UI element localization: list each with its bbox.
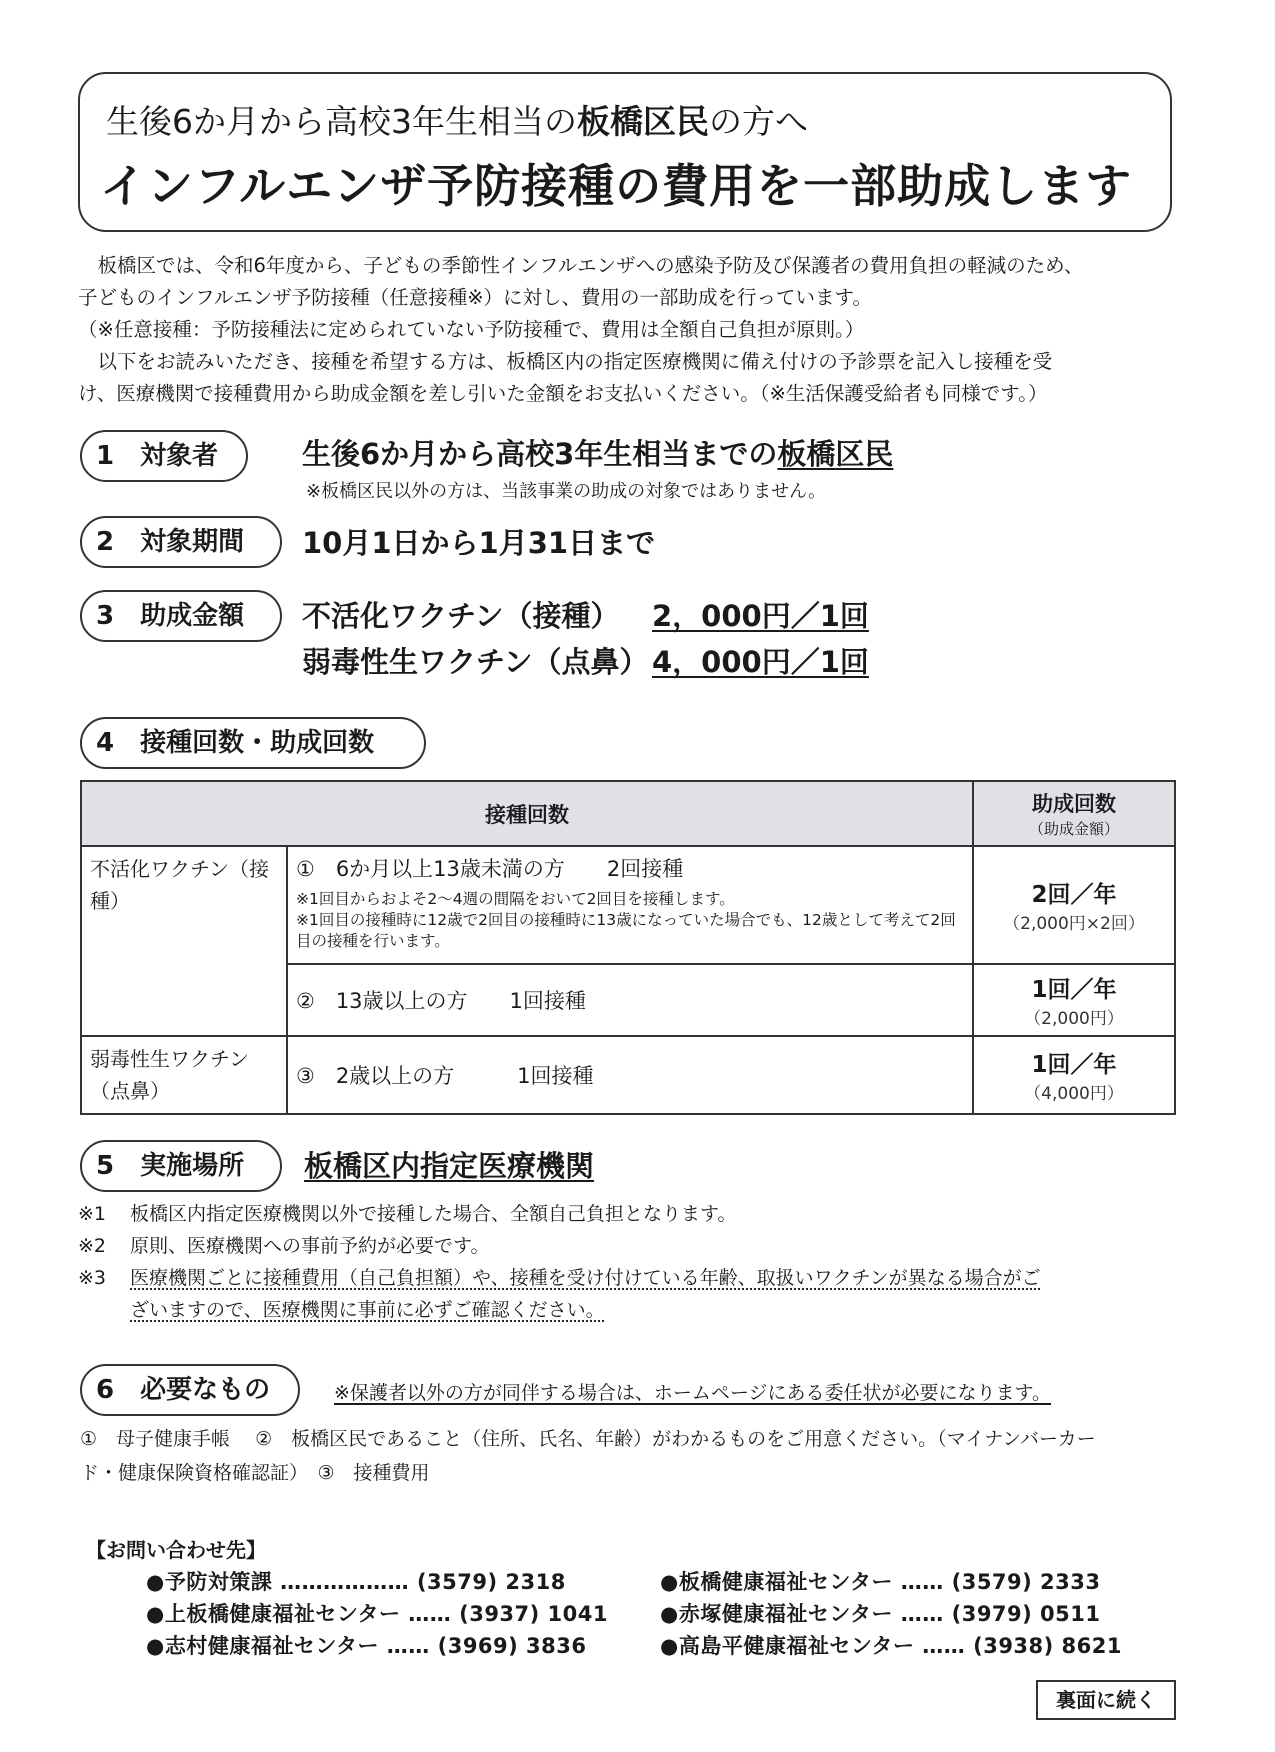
footnote: ※1 板橋区内指定医療機関以外で接種した場合、全額自己負担となります。 xyxy=(78,1203,737,1225)
section-3-label: 3 助成金額 xyxy=(80,590,282,642)
section-2-text: 10月1日から1月31日まで xyxy=(302,526,656,560)
row2-subsidy xyxy=(973,964,1175,1036)
row1-notes xyxy=(296,889,964,952)
table-row xyxy=(287,1036,973,1114)
section-6-line: ① 母子健康手帳 ② 板橋区民であること（住所、氏名、年齢）がわかるものをご用意ください。（マイナンバーカー xyxy=(80,1428,1096,1450)
subsidy-row2-amount: 4，000円／1回 xyxy=(652,645,869,679)
table-group-live: 弱毒性生ワクチン（点鼻） xyxy=(81,1036,287,1114)
row1-main: ① 6か月以上13歳未満の方 2回接種 xyxy=(296,857,684,881)
page-title: インフルエンザ予防接種の費用を一部助成します xyxy=(100,159,1133,213)
contact-row: ●高島平健康福祉センター …… (3938) 8621 xyxy=(660,1634,1123,1658)
contact-title: 【お問い合わせ先】 xyxy=(86,1538,266,1562)
contact-row: ●板橋健康福祉センター …… (3579) 2333 xyxy=(660,1570,1101,1594)
table-header-count: 接種回数 xyxy=(81,781,973,846)
footnotes xyxy=(78,1198,1041,1326)
contact-list-right xyxy=(660,1566,1122,1662)
row1-count: 2回／年 xyxy=(1031,882,1117,908)
footnote: ※2 原則、医療機関への事前予約が必要です。 xyxy=(78,1235,490,1257)
intro-line: 以下をお読みいただき、接種を希望する方は、板橋区内の指定医療機関に備え付けの予診票を記入し接種を受 xyxy=(78,350,1053,373)
intro-line: け、医療機関で接種費用から助成金額を差し引いた金額をお支払いください。（※生活保護受給者も同様です。） xyxy=(78,382,1048,405)
row1-note: ※1回目からおよそ2～4週の間隔をおいて2回目を接種します。 xyxy=(296,890,735,908)
table-header-subsidy-label: 助成回数 xyxy=(1032,792,1116,816)
table-header-subsidy-sub: （助成金額） xyxy=(1028,820,1119,838)
intro-line: 板橋区では、令和6年度から、子どもの季節性インフルエンザへの感染予防及び保護者の費用負担の軽減のため、 xyxy=(78,254,1084,277)
section-6-line: ド・健康保険資格確認証） ③ 接種費用 xyxy=(80,1462,430,1484)
row3-count: 1回／年 xyxy=(1031,1052,1117,1078)
subsidy-row2-name: 弱毒性生ワクチン（点鼻） xyxy=(302,645,649,679)
section-6-label: 6 必要なもの xyxy=(80,1364,300,1416)
footnote: ※3 医療機関ごとに接種費用（自己負担額）や、接種を受け付けている年齢、取扱いワクチンが異なる場合がご xyxy=(78,1267,1041,1289)
intro-line: 子どものインフルエンザ予防接種（任意接種※）に対し、費用の一部助成を行っています。 xyxy=(78,286,872,309)
intro-line: （※任意接種：予防接種法に定められていない予防接種で、費用は全額自己負担が原則。） xyxy=(78,318,865,341)
subsidy-row1-amount: 2，000円／1回 xyxy=(652,599,869,633)
contact-row: ●上板橋健康福祉センター …… (3937) 1041 xyxy=(146,1602,609,1626)
contact-row: ●志村健康福祉センター …… (3969) 3836 xyxy=(146,1634,587,1658)
intro-text xyxy=(78,250,1198,410)
row3-subsidy xyxy=(973,1036,1175,1114)
table-row xyxy=(287,964,973,1036)
section-1-label: 1 対象者 xyxy=(80,430,248,482)
contact-list-left xyxy=(146,1566,608,1662)
section-6-note: ※保護者以外の方が同伴する場合は、ホームページにある委任状が必要になります。 xyxy=(334,1382,1052,1404)
section-1-note: ※板橋区民以外の方は、当該事業の助成の対象ではありません。 xyxy=(306,481,827,502)
section-5-text: 板橋区内指定医療機関 xyxy=(304,1149,595,1183)
title-box xyxy=(78,72,1172,232)
continue-on-back-label: 裏面に続く xyxy=(1036,1680,1176,1720)
section-6-items xyxy=(80,1422,1096,1490)
table-group-inactivated: 不活化ワクチン（接種） xyxy=(81,846,287,1036)
row2-count: 1回／年 xyxy=(1031,977,1117,1003)
row3-main: ③ 2歳以上の方 1回接種 xyxy=(296,1064,594,1088)
row2-main: ② 13歳以上の方 1回接種 xyxy=(296,989,586,1013)
section-5-label: 5 実施場所 xyxy=(80,1140,282,1192)
section-4-label: 4 接種回数・助成回数 xyxy=(80,717,426,769)
table-header-subsidy xyxy=(973,781,1175,846)
contact-row: ●赤塚健康福祉センター …… (3979) 0511 xyxy=(660,1602,1101,1626)
contact-row: ●予防対策課 ……………… (3579) 2318 xyxy=(146,1570,566,1594)
row1-note: ※1回目の接種時に12歳で2回目の接種時に13歳になっていた場合でも、12歳として考えて2回目の接種を行います。 xyxy=(296,911,956,950)
section-2-label: 2 対象期間 xyxy=(80,516,282,568)
subsidy-row1-name: 不活化ワクチン（接種） xyxy=(302,599,620,633)
page-subtitle: 生後6か月から高校3年生相当の板橋区民の方へ xyxy=(106,102,808,141)
table-row xyxy=(287,846,973,964)
footnote-continued: ざいますので、医療機関に事前に必ずご確認ください。 xyxy=(130,1299,605,1321)
row1-amount: （2,000円×2回） xyxy=(1003,914,1145,934)
row1-subsidy xyxy=(973,846,1175,964)
vaccination-table xyxy=(80,780,1176,1115)
row3-amount: （4,000円） xyxy=(1024,1084,1124,1104)
section-1-text: 生後6か月から高校3年生相当までの板橋区民 xyxy=(302,437,894,471)
row2-amount: （2,000円） xyxy=(1024,1009,1124,1029)
